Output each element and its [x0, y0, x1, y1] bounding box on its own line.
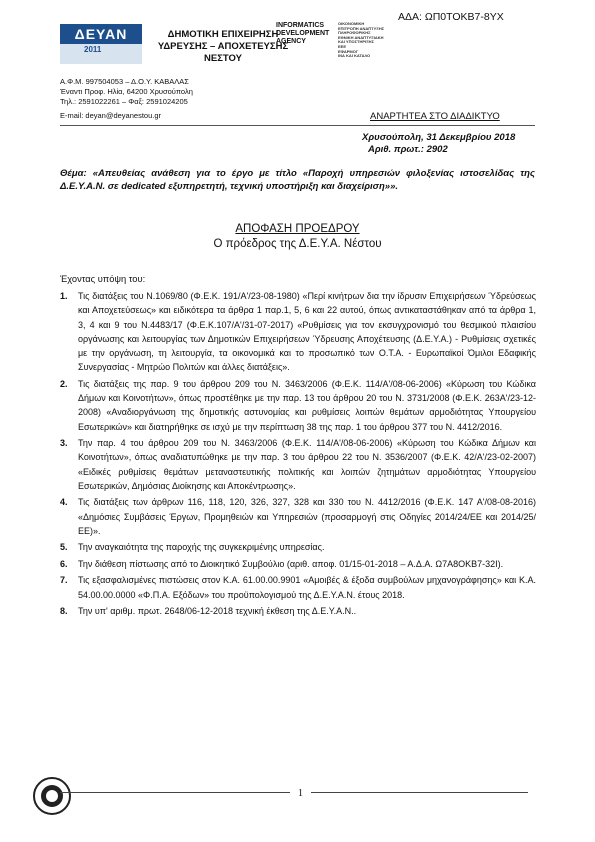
deyan-logo: [60, 24, 142, 64]
item-text: Τις εξασφαλισμένες πιστώσεις στον Κ.Α. 61.00.00.9901 «Αμοιβές & έξοδα συμβούλων μηχανογράφησης» και Κ.Α. 54.00.00.0000 «Φ.Π.Α. Εξόδων» του προϋπολογισμού της Δ.Ε.Υ.Α.Ν. έτους 2018.: [78, 575, 536, 600]
informatics-agency: [276, 22, 329, 46]
list-item: [60, 495, 536, 538]
item-text: Την υπ' αριθμ. πρωτ. 2648/06-12-2018 τεχνική έκθεση της Δ.Ε.Υ.Α.Ν..: [78, 605, 357, 616]
item-number: 4.: [60, 497, 68, 508]
agency-small-line: ΙΝΑ ΚΑΙ ΚΑΤΑΛΟ: [338, 53, 371, 59]
list-item: [60, 436, 536, 493]
address-line: Τηλ.: 2591022261 – Φαξ: 2591024205: [60, 96, 188, 106]
org-line: ΔΗΜΟΤΙΚΗ ΕΠΙΧΕΙΡΗΣΗ: [167, 29, 279, 40]
logo-text: ΔΕΥΑΝ: [60, 24, 142, 44]
item-number: 2.: [60, 378, 68, 389]
list-item: [60, 289, 536, 375]
list-item: [60, 557, 536, 571]
list-item: [60, 377, 536, 434]
logo-year: 2011: [84, 45, 102, 54]
item-text: Τις διατάξεις της παρ. 9 του άρθρου 209 του Ν. 3463/2006 (Φ.Ε.Κ. 114/Α'/08-06-2006) «Κύρωση του Κώδικα Δήμων και Κοινοτήτων», όπως προστέθηκε με την παρ. 13 του άρθρου 20 του Ν. 3731/2008 (Φ.Ε.Κ. 263Α'/23-12-2008) «Αναδιοργάνωση της δημοτικής αστυνομίας και ρυθμίσεις λοιπών θεμάτων αρμοδιότητας Υπουργείου Εσωτερικών» και διατηρήθηκε σε ισχύ με την περίπτωση 38 της παρ. 1 του άρθρου 377 του Ν. 4412/2016.: [78, 378, 536, 432]
item-text: Την διάθεση πίστωσης από το Διοικητικό Συμβούλιο (αριθ. αποφ. 01/15-01-2018 – Α.Δ.Α. Ω7Α8ΟΚΒ7-32Ι).: [78, 558, 504, 569]
address-block: [60, 77, 193, 106]
agency-small-line: ΟΙΚΟΝΟΜΙΚΗ: [338, 21, 365, 26]
item-number: 1.: [60, 291, 68, 301]
item-text: Την αναγκαιότητα της παροχής της συγκεκριμένης υπηρεσίας.: [78, 542, 325, 553]
agency-small-line: ΕΘΝΙΚΗ ΑΝΑΠΤΥΞΙΑΚΗ: [338, 34, 384, 40]
item-text: Τις διατάξεις του Ν.1069/80 (Φ.Ε.Κ. 191/Α'/23-08-1980) «Περί κινήτρων δια την ίδρυσιν Επιχειρήσεων Ύδρεύσεως και Αποχετεύσεως» και ειδικότερα τα άρθρα 1 παρ.1, 5, 6 και 22 αυτού, όπως αντικαταστάθηκαν από τα άρθρα 1, 3, 4 και 9 του Ν.4483/17 (Φ.Ε.Κ.107/Α'/31-07-2017) «Ρυθμίσεις για τον εκσυγχρονισμό του θεσμικού πλαισίου οργάνωσης και λειτουργίας των Δημοτικών Επιχειρήσεων Ύδρευσης Αποχέτευσης (Δ.Ε.Υ.Α.) - Ρυθμίσεις σχετικές με την οργάνωση, τη λειτουργία, τα οικονομικά και το προσωπικό των Ο.Τ.Α. - Ευρωπαϊκοί Όμιλοι Εδαφικής Συνεργασίας - Μητρώο Πολιτών και άλλες διατάξεις».: [78, 291, 536, 373]
page-number: 1: [290, 788, 311, 799]
agency-small-line: ΚΑΙ ΥΠΟΣΤΗΡΙΞΗΣ: [338, 39, 374, 45]
agency-small-line: ΕΕΕ: [338, 43, 347, 49]
address-line: Έναντι Προφ. Ηλία, 64200 Χρυσούπολη: [60, 86, 193, 96]
agency-small-text: [338, 22, 384, 59]
agency-small-line: ΕΦΑΡΜΟΓ: [338, 48, 359, 54]
list-item: [60, 604, 536, 618]
item-number: 7.: [60, 575, 68, 586]
ada-code: ΑΔΑ: ΩΠ0ΤΟΚΒ7-8ΥΧ: [398, 11, 504, 23]
iso-seal-icon: [32, 776, 72, 816]
decision-subtitle: Ο πρόεδρος της Δ.Ε.Υ.Α. Νέστου: [213, 238, 382, 250]
item-number: 3.: [60, 438, 68, 449]
org-line: ΝΕΣΤΟΥ: [204, 53, 242, 64]
agency-small-line: ΠΛΗΡΟΦΟΡΙΚΗΣ: [338, 30, 371, 36]
considerations-list: [60, 289, 536, 620]
agency-line: INFORMATICS: [276, 22, 325, 29]
protocol-number: Αριθ. πρωτ.: 2902: [368, 144, 448, 155]
header-divider: [60, 125, 535, 126]
list-item: [60, 573, 536, 602]
address-line: Α.Φ.Μ. 997504053 – Δ.Ο.Υ. ΚΑΒΑΛΑΣ: [60, 77, 189, 86]
agency-line: AGENCY: [276, 38, 306, 45]
list-item: [60, 540, 536, 554]
item-number: 5.: [60, 542, 68, 553]
item-text: Την παρ. 4 του άρθρου 209 του Ν. 3463/2006 (Φ.Ε.Κ. 114/Α'/08-06-2006) «Κύρωση του Κώδικα Δήμων και Κοινοτήτων», όπως αναδιατυπώθηκε με την παρ. 3 του άρθρου 22 του Ν. 3536/2007 (Φ.Ε.Κ. 42/Α'/23-02-2007) «Ειδικές ρυθμίσεις θεμάτων μεταναστευτικής πολιτικής και λοιπών ζητημάτων αρμοδιότητας Υπουργείου Εσωτερικών, Δημόσιας Διοίκησης και Αποκέντρωσης».: [78, 438, 536, 492]
org-line: ΥΔΡΕΥΣΗΣ – ΑΠΟΧΕΤΕΥΣΗΣ: [157, 41, 289, 52]
publish-note: ΑΝΑΡΤΗΤΕΑ ΣΤΟ ΔΙΑΔΙΚΤΥΟ: [370, 111, 500, 122]
agency-small-line: ΕΠΙΤΡΟΠΗ ΑΝΑΠΤΥΞΗΣ: [338, 25, 385, 31]
date-protocol: [362, 132, 515, 156]
email-line: E-mail: deyan@deyanestou.gr: [60, 111, 162, 120]
intro-text: Έχοντας υπόψη του:: [60, 274, 146, 284]
subject-paragraph: Θέμα: «Απευθείας ανάθεση για το έργο με τίτλο «Παροχή υπηρεσιών φιλοξενίας ιστοσελίδας της Δ.Ε.Υ.Α.Ν. σε dedicated εξυπηρετητή, τεχνική υποστήριξη και διαχείριση»».: [60, 168, 535, 192]
decision-title: ΑΠΟΦΑΣΗ ΠΡΟΕΔΡΟΥ: [235, 223, 360, 235]
item-text: Τις διατάξεις των άρθρων 116, 118, 120, 326, 327, 328 και 330 του Ν. 4412/2016 (Φ.Ε.Κ. 147 Α'/08-08-2016) «Δημόσιες Συμβάσεις Έργων, Προμηθειών και Υπηρεσιών (προσαρμογή στις Οδηγίες 2014/24/ΕΕ και 2014/25/ΕΕ)».: [78, 497, 536, 537]
item-number: 6.: [60, 558, 68, 569]
item-number: 8.: [60, 605, 68, 616]
document-date: Χρυσούπολη, 31 Δεκεμβρίου 2018: [362, 132, 516, 143]
agency-line: DEVELOPMENT: [276, 30, 330, 37]
